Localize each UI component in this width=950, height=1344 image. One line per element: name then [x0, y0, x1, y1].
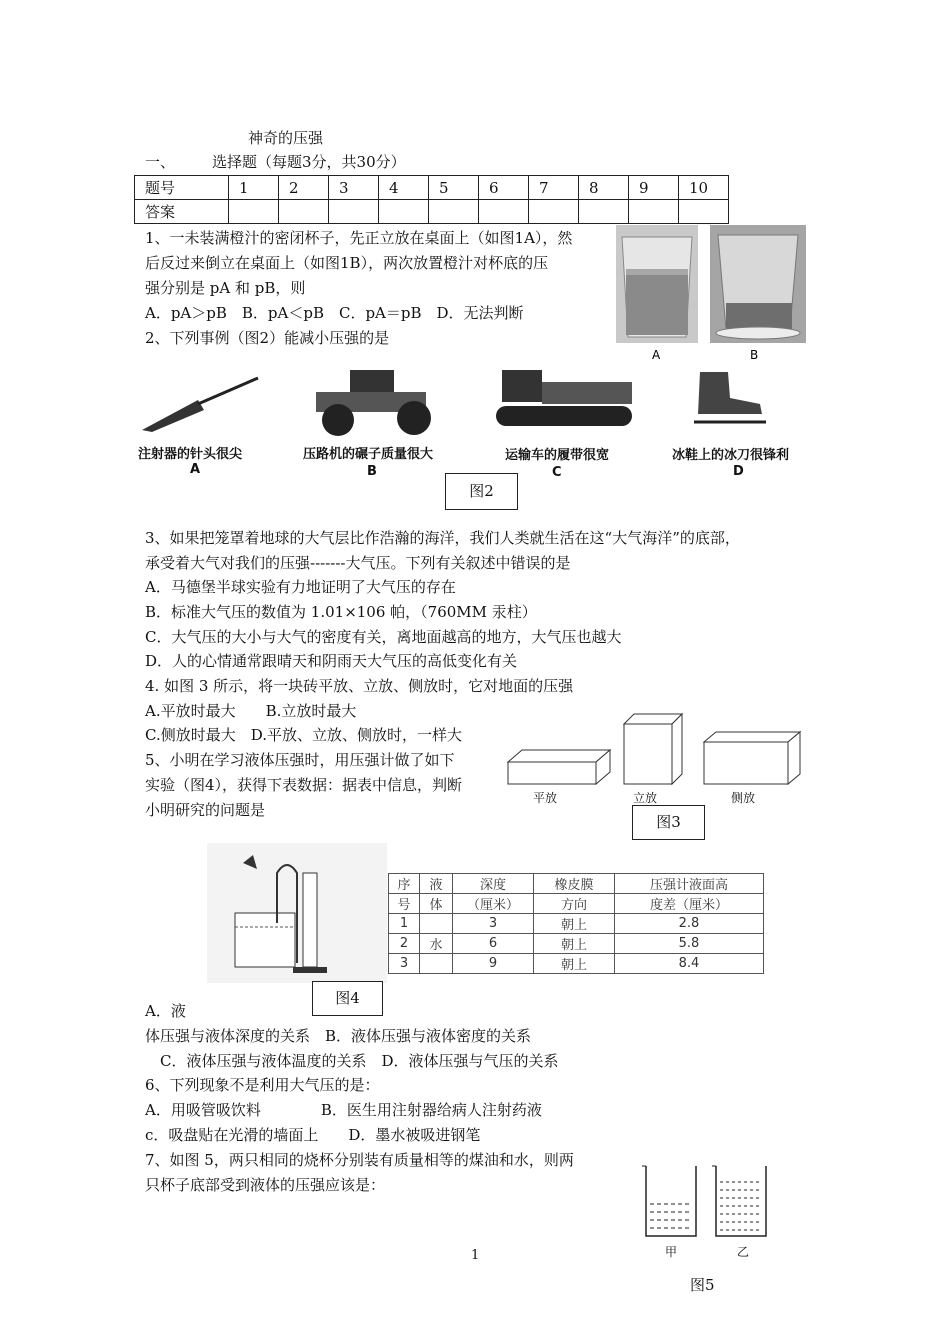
fig2-caption-a: 注射器的针头很尖: [138, 447, 243, 462]
table-cell: 液: [420, 874, 453, 894]
answer-cell[interactable]: [679, 200, 729, 224]
table-cell: （厘米）: [453, 894, 534, 914]
answer-cell[interactable]: [529, 200, 579, 224]
table-header-row: [389, 874, 764, 894]
table-cell: 体: [420, 894, 453, 914]
q3-option-b: B．标准大气压的数值为 1.01×106 帕，（760MM 汞柱）: [145, 603, 537, 621]
table-row: [389, 934, 764, 954]
answer-cell[interactable]: [329, 200, 379, 224]
answer-cell[interactable]: [429, 200, 479, 224]
answer-cell[interactable]: [479, 200, 529, 224]
table-cell: 9: [453, 954, 534, 974]
fig2-caption-b: 压路机的碾子质量很大: [303, 447, 434, 462]
table-cell: 6: [453, 934, 534, 954]
q5-line-3: 小明研究的问题是: [145, 801, 266, 819]
q1-line-3: 强分别是 pA 和 pB，则: [145, 279, 306, 297]
table-cell: 7: [529, 176, 579, 200]
table-cell: 深度: [453, 874, 534, 894]
q4-line-3: C.侧放时最大 D.平放、立放、侧放时，一样大: [145, 726, 462, 744]
table-row: [389, 914, 764, 934]
q4-line-2: A.平放时最大 B.立放时最大: [145, 702, 357, 720]
answer-cell[interactable]: [629, 200, 679, 224]
table-cell: 朝上: [534, 954, 615, 974]
q1-line-2: 后反过来倒立在桌面上（如图1B），两次放置橙汁对杯底的压: [145, 254, 549, 272]
table-cell: 序: [389, 874, 420, 894]
fig2-caption-c: 运输车的履带很宽: [505, 448, 610, 463]
q7-line-1: 7、如图 5，两只相同的烧杯分别装有质量相等的煤油和水，则两: [145, 1151, 574, 1169]
fig2-letter-d: D: [733, 464, 744, 479]
page-title: 神奇的压强: [248, 129, 324, 147]
q3-option-a: A．马德堡半球实验有力地证明了大气压的存在: [145, 578, 456, 596]
answer-table-header-row: [135, 176, 729, 200]
q1-line-1: 1、一未装满橙汁的密闭杯子，先正立放在桌面上（如图1A），然: [145, 229, 573, 247]
q3-line-2: 承受着大气对我们的压强-------大气压。下列有关叙述中错误的是: [145, 554, 571, 572]
q3-option-d: D．人的心情通常跟晴天和阴雨天大气压的高低变化有关: [145, 652, 518, 670]
table-row: [389, 954, 764, 974]
figure-1-label-a: A: [652, 348, 661, 362]
q1-options: A．pA＞pB B．pA＜pB C．pA＝pB D．无法判断: [145, 304, 524, 322]
figure-3-bricks: [502, 712, 807, 792]
table-cell: 5.8: [615, 934, 764, 954]
ice-skate-image: [690, 368, 770, 428]
answer-table-answer-row: [135, 200, 729, 224]
table-cell: 水: [420, 934, 453, 954]
pressure-gauge-apparatus: [207, 843, 387, 983]
table-cell: 朝上: [534, 914, 615, 934]
table-cell: 2: [389, 934, 420, 954]
figure-3-label: 图3: [632, 805, 705, 840]
table-cell: 2.8: [615, 914, 764, 934]
table-cell: 题号: [135, 176, 229, 200]
fig3-caption-upright: 立放: [633, 791, 658, 805]
q5-line-2: 实验（图4），获得下表数据：据表中信息，判断: [145, 776, 463, 794]
fig3-caption-flat: 平放: [533, 791, 558, 805]
q3-line-1: 3、如果把笼罩着地球的大气层比作浩瀚的海洋，我们人类就生活在这“大气海洋”的底部，: [145, 529, 740, 547]
fig2-letter-c: C: [552, 465, 562, 480]
fig2-caption-d: 冰鞋上的冰刀很锋利: [672, 448, 790, 463]
section-number: 一、: [145, 153, 176, 171]
table-cell: 9: [629, 176, 679, 200]
table-cell: 2: [279, 176, 329, 200]
table-cell: 8: [579, 176, 629, 200]
q2-question: 2、下列事例（图2）能减小压强的是: [145, 329, 390, 347]
answer-cell[interactable]: [379, 200, 429, 224]
experiment-data-table: [388, 873, 764, 974]
table-cell: 压强计液面高: [615, 874, 764, 894]
figure-1-cups: [616, 225, 808, 363]
table-cell: 3: [453, 914, 534, 934]
fig3-caption-side: 侧放: [731, 791, 756, 805]
table-cell: 10: [679, 176, 729, 200]
page-number: 1: [471, 1248, 480, 1263]
figure-5-label: 图5: [690, 1276, 715, 1294]
table-cell: 方向: [534, 894, 615, 914]
q5-option-a-start: A．液: [145, 1002, 186, 1020]
q5-options-cd: C．液体压强与液体温度的关系 D．液体压强与气压的关系: [160, 1052, 559, 1070]
table-cell: 度差（厘米）: [615, 894, 764, 914]
crawler-truck-image: [492, 364, 637, 434]
table-cell: 朝上: [534, 934, 615, 954]
fig2-letter-b: B: [367, 464, 377, 479]
q7-line-2: 只杯子底部受到液体的压强应该是：: [145, 1176, 386, 1194]
table-cell: 号: [389, 894, 420, 914]
q6-options-cd: c．吸盘贴在光滑的墙面上 D．墨水被吸进钢笔: [145, 1126, 481, 1144]
section-title: 选择题（每题3分，共30分）: [212, 153, 406, 171]
table-cell: 3: [389, 954, 420, 974]
answer-cell[interactable]: [579, 200, 629, 224]
q5-options-ab: 体压强与液体深度的关系 B．液体压强与液体密度的关系: [145, 1027, 532, 1045]
road-roller-image: [306, 368, 441, 438]
q6-options-ab: A．用吸管吸饮料 B．医生用注射器给病人注射药液: [145, 1101, 542, 1119]
table-cell: 4: [379, 176, 429, 200]
q6-question: 6、下列现象不是利用大气压的是：: [145, 1076, 380, 1094]
figure-1-label-b: B: [750, 348, 759, 362]
table-cell: 8.4: [615, 954, 764, 974]
table-cell: 1: [229, 176, 279, 200]
table-cell: 6: [479, 176, 529, 200]
table-cell: 3: [329, 176, 379, 200]
table-cell: 橡皮膜: [534, 874, 615, 894]
table-cell: 1: [389, 914, 420, 934]
answer-cell[interactable]: [279, 200, 329, 224]
fig2-letter-a: A: [190, 462, 201, 477]
fig5-caption-yi: 乙: [737, 1245, 750, 1259]
answer-cell[interactable]: [229, 200, 279, 224]
fig5-caption-jia: 甲: [665, 1245, 678, 1259]
syringe-needle-image: [140, 374, 265, 434]
figure-5-beakers: [640, 1160, 775, 1240]
table-cell: 答案: [135, 200, 229, 224]
table-header-row: [389, 894, 764, 914]
q5-line-1: 5、小明在学习液体压强时，用压强计做了如下: [145, 751, 455, 769]
table-cell: [420, 954, 453, 974]
table-cell: [420, 914, 453, 934]
figure-4-label: 图4: [312, 981, 383, 1016]
q4-line-1: 4. 如图 3 所示，将一块砖平放、立放、侧放时，它对地面的压强: [145, 677, 574, 695]
figure-2-label: 图2: [445, 473, 518, 510]
answer-table: [134, 175, 729, 224]
q3-option-c: C．大气压的大小与大气的密度有关，离地面越高的地方，大气压也越大: [145, 628, 622, 646]
table-cell: 5: [429, 176, 479, 200]
